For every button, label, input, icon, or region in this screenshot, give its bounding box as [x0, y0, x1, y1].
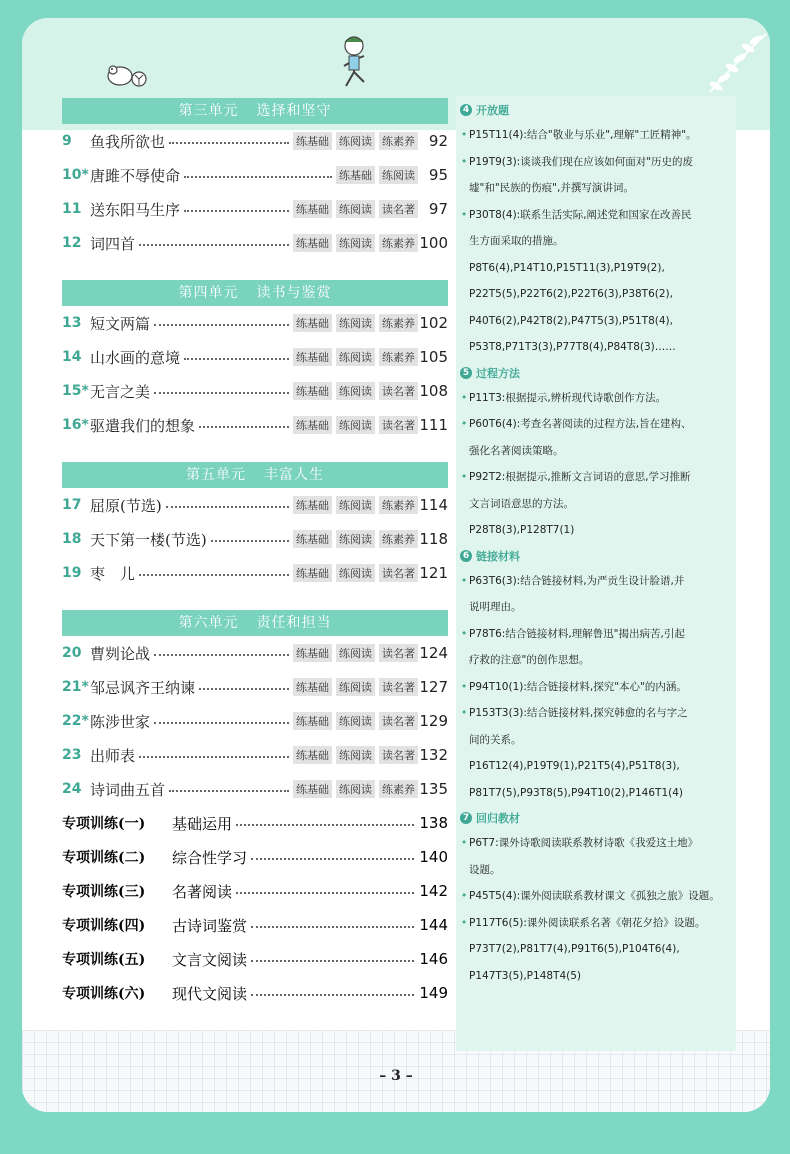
special-training-row[interactable] [62, 806, 448, 840]
leader-dots [154, 722, 289, 724]
leader-dots [184, 176, 332, 178]
practice-tag: 练阅读 [336, 200, 375, 218]
lesson-row[interactable] [62, 670, 448, 704]
leader-dots [211, 540, 289, 542]
practice-tag: 练基础 [293, 712, 332, 730]
lesson-title: 邹忌讽齐王纳谏 [90, 678, 196, 697]
practice-tag: 读名著 [379, 564, 418, 582]
note-line: 说明理由。 [469, 601, 522, 613]
lesson-page: 118 [419, 530, 448, 548]
lesson-tags [293, 496, 418, 514]
practice-tag: 练阅读 [336, 746, 375, 764]
lesson-row[interactable] [62, 158, 448, 192]
special-label: 专项训练(一) [62, 816, 146, 832]
note-line: P81T7(5),P93T8(5),P94T10(2),P146T1(4) [469, 786, 684, 799]
bullet-line: • P45T5(4):课外阅读联系教材课文《孤独之旅》设题。 [460, 883, 732, 910]
lesson-number: 12 [62, 235, 82, 251]
bullet-line: • P60T6(4):考查名著阅读的过程方法,旨在建构、 [460, 411, 732, 438]
unit-subtitle: 丰富人生 [264, 467, 324, 483]
leader-dots [154, 654, 289, 656]
bullet-line: • P11T3:根据提示,辨析现代诗歌创作方法。 [460, 385, 732, 412]
lesson-number: 11 [62, 201, 82, 217]
unit-header [62, 462, 448, 488]
unit-title: 第三单元 [178, 103, 239, 119]
section-title: 链接材料 [476, 549, 520, 563]
special-training-row[interactable] [62, 908, 448, 942]
practice-tag: 读名著 [379, 382, 418, 400]
lesson-number: 22* [62, 713, 89, 729]
leader-dots [251, 926, 414, 928]
lesson-row[interactable] [62, 488, 448, 522]
unit-spacer [62, 260, 448, 280]
bullet-line: • P30T8(4):联系生活实际,阐述党和国家在改善民 [460, 202, 732, 229]
practice-tag: 练阅读 [336, 712, 375, 730]
practice-tag: 练阅读 [336, 530, 375, 548]
section-title: 过程方法 [476, 366, 520, 380]
practice-tag: 读名著 [379, 200, 418, 218]
practice-tag: 练基础 [293, 564, 332, 582]
lesson-tags [293, 416, 418, 434]
leader-dots [251, 994, 414, 996]
practice-tag: 练基础 [293, 746, 332, 764]
note-line: P40T6(2),P42T8(2),P47T5(3),P51T8(4), [469, 314, 673, 327]
lesson-page: 129 [419, 712, 448, 730]
lesson-title: 山水画的意境 [90, 348, 181, 367]
lesson-title: 短文两篇 [90, 314, 151, 333]
practice-tag: 练阅读 [336, 132, 375, 150]
lesson-page: 111 [419, 416, 448, 434]
leader-dots [184, 358, 289, 360]
lesson-page: 95 [428, 166, 448, 184]
section-number-badge: 5 [460, 367, 472, 379]
practice-tag: 练基础 [336, 166, 375, 184]
special-page: 149 [419, 984, 448, 1002]
unit-header [62, 610, 448, 636]
practice-tag: 练基础 [293, 314, 332, 332]
practice-tag: 练素养 [379, 348, 418, 366]
lesson-tags [336, 166, 418, 184]
lesson-title: 曹刿论战 [90, 644, 151, 663]
lesson-page: 105 [419, 348, 448, 366]
leader-dots [166, 506, 289, 508]
note-line: P28T8(3),P128T7(1) [469, 524, 575, 536]
lesson-page: 102 [419, 314, 448, 332]
lesson-title: 鱼我所欲也 [90, 132, 166, 151]
lesson-page: 127 [419, 678, 448, 696]
bullet-line: • P78T6:结合链接材料,理解鲁迅"揭出病苦,引起 [460, 621, 732, 648]
lesson-tags [293, 712, 418, 730]
note-line: P8T6(4),P14T10,P15T11(3),P19T9(2), [469, 261, 665, 274]
lesson-title: 出师表 [90, 746, 136, 765]
lesson-row[interactable] [62, 408, 448, 442]
lesson-number: 13 [62, 315, 82, 331]
bullet-line: • P117T6(5):课外阅读联系名著《朝花夕拾》设题。 [460, 910, 732, 937]
bullet-line: • P94T10(1):结合链接材料,探究"本心"的内涵。 [460, 674, 732, 701]
lesson-title: 驱遣我们的想象 [90, 416, 196, 435]
lesson-number: 14 [62, 349, 82, 365]
practice-tag: 练基础 [293, 780, 332, 798]
lesson-row[interactable] [62, 772, 448, 806]
unit-spacer [62, 590, 448, 610]
lesson-row[interactable] [62, 738, 448, 772]
lesson-number: 23 [62, 747, 82, 763]
leader-dots [236, 892, 414, 894]
practice-tag: 练基础 [293, 644, 332, 662]
practice-tag: 练阅读 [336, 382, 375, 400]
section-number-badge: 6 [460, 550, 472, 562]
practice-tag: 练阅读 [336, 780, 375, 798]
practice-tag: 练素养 [379, 132, 418, 150]
lesson-title: 唐雎不辱使命 [90, 166, 181, 185]
lesson-number: 18 [62, 531, 82, 547]
leader-dots [139, 574, 289, 576]
unit-title: 第五单元 [186, 467, 246, 483]
practice-tag: 练基础 [293, 200, 332, 218]
lesson-tags [293, 780, 418, 798]
note-line: 疗救的注意"的创作思想。 [469, 654, 590, 666]
unit-subtitle: 选择和坚守 [256, 103, 332, 119]
practice-tag: 练素养 [379, 314, 418, 332]
lesson-page: 114 [419, 496, 448, 514]
note-line: P22T5(5),P22T6(2),P22T6(3),P38T6(2), [469, 288, 673, 300]
practice-tag: 练基础 [293, 530, 332, 548]
special-page: 142 [419, 882, 448, 900]
leader-dots [169, 142, 289, 144]
practice-tag: 练基础 [293, 234, 332, 252]
lesson-title: 枣 儿 [90, 564, 136, 583]
leader-dots [236, 824, 414, 826]
special-page: 138 [419, 814, 448, 832]
lesson-page: 108 [419, 382, 448, 400]
lesson-number: 16* [62, 417, 89, 433]
sidebar-section-heading [460, 98, 732, 122]
practice-tag: 练素养 [379, 530, 418, 548]
lesson-number: 9 [62, 133, 72, 149]
toc-column [62, 98, 448, 1010]
lesson-tags [293, 132, 418, 150]
practice-tag: 读名著 [379, 416, 418, 434]
bullet-line: • P153T3(3):结合链接材料,探究韩愈的名与字之 [460, 700, 732, 727]
leader-dots [251, 858, 414, 860]
special-name: 基础运用 [172, 814, 233, 833]
leader-dots [154, 392, 289, 394]
lesson-page: 135 [419, 780, 448, 798]
special-label: 专项训练(三) [62, 884, 146, 900]
practice-tag: 练阅读 [336, 416, 375, 434]
leader-dots [139, 756, 289, 758]
lesson-row[interactable] [62, 124, 448, 158]
note-line: 墟"和"民族的伤痕",并撰写演讲词。 [469, 182, 634, 194]
lesson-row[interactable] [62, 192, 448, 226]
lesson-tags [293, 678, 418, 696]
lesson-page: 92 [428, 132, 448, 150]
practice-tag: 练基础 [293, 132, 332, 150]
page-number: – 3 – [379, 1068, 413, 1084]
note-line: P147T3(5),P148T4(5) [469, 969, 582, 982]
section-title: 开放题 [476, 104, 509, 117]
note-line: 生方面采取的措施。 [469, 235, 564, 247]
bullet-line: • P19T9(3):谈谈我们现在应该如何面对"历史的废 [460, 149, 732, 176]
practice-tag: 练阅读 [336, 678, 375, 696]
sidebar-section-heading [460, 544, 732, 568]
unit-spacer [62, 442, 448, 462]
bullet-line: • P92T2:根据提示,推断文言词语的意思,学习推断 [460, 464, 732, 491]
practice-tag: 读名著 [379, 644, 418, 662]
special-name: 古诗词鉴赏 [172, 916, 248, 935]
lesson-number: 17 [62, 497, 82, 513]
lesson-page: 124 [419, 644, 448, 662]
lesson-tags [293, 234, 418, 252]
lesson-number: 20 [62, 645, 82, 661]
lesson-row[interactable] [62, 522, 448, 556]
note-line: P16T12(4),P19T9(1),P21T5(4),P51T8(3), [469, 760, 680, 772]
practice-tag: 读名著 [379, 678, 418, 696]
lesson-tags [293, 382, 418, 400]
note-line: 文言词语意思的方法。 [469, 497, 574, 510]
lesson-row[interactable] [62, 704, 448, 738]
special-label: 专项训练(五) [62, 952, 146, 968]
lesson-number: 10* [62, 167, 89, 183]
special-training-row[interactable] [62, 942, 448, 976]
lesson-tags [293, 564, 418, 582]
special-training-row[interactable] [62, 840, 448, 874]
practice-tag: 练阅读 [336, 314, 375, 332]
practice-tag: 练阅读 [336, 644, 375, 662]
lesson-tags [293, 746, 418, 764]
unit-subtitle: 责任和担当 [256, 615, 332, 631]
special-training-row[interactable] [62, 976, 448, 1010]
lesson-title: 诗词曲五首 [90, 780, 166, 799]
note-line: 间的关系。 [469, 733, 522, 746]
lesson-title: 陈涉世家 [90, 712, 151, 731]
lesson-tags [293, 314, 418, 332]
note-line: 设题。 [469, 863, 501, 876]
practice-tag: 练素养 [379, 780, 418, 798]
lesson-row[interactable] [62, 636, 448, 670]
bullet-line: • P15T11(4):结合"敬业与乐业",理解"工匠精神"。 [460, 122, 732, 149]
practice-tag: 练阅读 [336, 564, 375, 582]
practice-tag: 读名著 [379, 712, 418, 730]
lesson-row[interactable] [62, 340, 448, 374]
unit-header [62, 98, 448, 124]
sidebar-notes [456, 96, 736, 1051]
practice-tag: 练阅读 [379, 166, 418, 184]
lesson-number: 19 [62, 565, 82, 581]
leader-dots [184, 210, 289, 212]
lesson-title: 词四首 [90, 234, 136, 253]
special-training-row[interactable] [62, 874, 448, 908]
practice-tag: 练基础 [293, 496, 332, 514]
lesson-title: 屈原(节选) [90, 496, 162, 515]
leader-dots [139, 244, 289, 246]
special-label: 专项训练(四) [62, 918, 146, 934]
leader-dots [199, 426, 289, 428]
puppy-ball-icon [106, 58, 148, 88]
lesson-page: 121 [419, 564, 448, 582]
note-line: P73T7(2),P81T7(4),P91T6(5),P104T6(4), [469, 943, 680, 955]
sidebar-section-heading [460, 806, 732, 830]
practice-tag: 练阅读 [336, 496, 375, 514]
lesson-tags [293, 200, 418, 218]
special-name: 名著阅读 [172, 882, 233, 901]
practice-tag: 练基础 [293, 678, 332, 696]
note-line: 强化名著阅读策略。 [469, 444, 564, 457]
leader-dots [251, 960, 414, 962]
special-page: 146 [419, 950, 448, 968]
lesson-row[interactable] [62, 374, 448, 408]
unit-title: 第六单元 [178, 615, 239, 631]
section-number-badge: 4 [460, 104, 472, 116]
leaf-branch-icon [702, 26, 768, 106]
lesson-title: 无言之美 [90, 382, 151, 401]
unit-header [62, 280, 448, 306]
leader-dots [169, 790, 289, 792]
lesson-row[interactable] [62, 306, 448, 340]
practice-tag: 读名著 [379, 746, 418, 764]
lesson-title: 送东阳马生序 [90, 200, 181, 219]
special-label: 专项训练(六) [62, 986, 146, 1002]
section-title: 回归教材 [476, 812, 520, 825]
lesson-title: 天下第一楼(节选) [90, 530, 207, 549]
special-page: 144 [419, 916, 448, 934]
practice-tag: 练基础 [293, 348, 332, 366]
lesson-tags [293, 644, 418, 662]
lesson-row[interactable] [62, 226, 448, 260]
leader-dots [199, 688, 289, 690]
special-name: 文言文阅读 [172, 950, 248, 969]
unit-subtitle: 读书与鉴赏 [256, 285, 332, 301]
practice-tag: 练基础 [293, 382, 332, 400]
unit-title: 第四单元 [178, 285, 239, 301]
practice-tag: 练阅读 [336, 348, 375, 366]
special-page: 140 [419, 848, 448, 866]
special-name: 现代文阅读 [172, 984, 248, 1003]
page-card [22, 18, 770, 1112]
bullet-line: • P6T7:课外诗歌阅读联系教材诗歌《我爱这土地》 [460, 830, 732, 857]
lesson-number: 21* [62, 679, 89, 695]
lesson-row[interactable] [62, 556, 448, 590]
lesson-page: 97 [428, 200, 448, 218]
lesson-tags [293, 348, 418, 366]
special-label: 专项训练(二) [62, 850, 146, 866]
lesson-number: 24 [62, 781, 82, 797]
leader-dots [154, 324, 289, 326]
running-child-icon [334, 32, 374, 92]
lesson-page: 132 [419, 746, 448, 764]
practice-tag: 练素养 [379, 496, 418, 514]
note-line: P53T8,P71T3(3),P77T8(4),P84T8(3)…… [469, 341, 676, 353]
bullet-line: • P63T6(3):结合链接材料,为严贡生设计脸谱,并 [460, 568, 732, 595]
sidebar-section-heading [460, 361, 732, 385]
section-number-badge: 7 [460, 812, 472, 824]
practice-tag: 练素养 [379, 234, 418, 252]
lesson-number: 15* [62, 383, 89, 399]
practice-tag: 练阅读 [336, 234, 375, 252]
lesson-tags [293, 530, 418, 548]
special-name: 综合性学习 [172, 848, 248, 867]
practice-tag: 练基础 [293, 416, 332, 434]
lesson-page: 100 [419, 234, 448, 252]
